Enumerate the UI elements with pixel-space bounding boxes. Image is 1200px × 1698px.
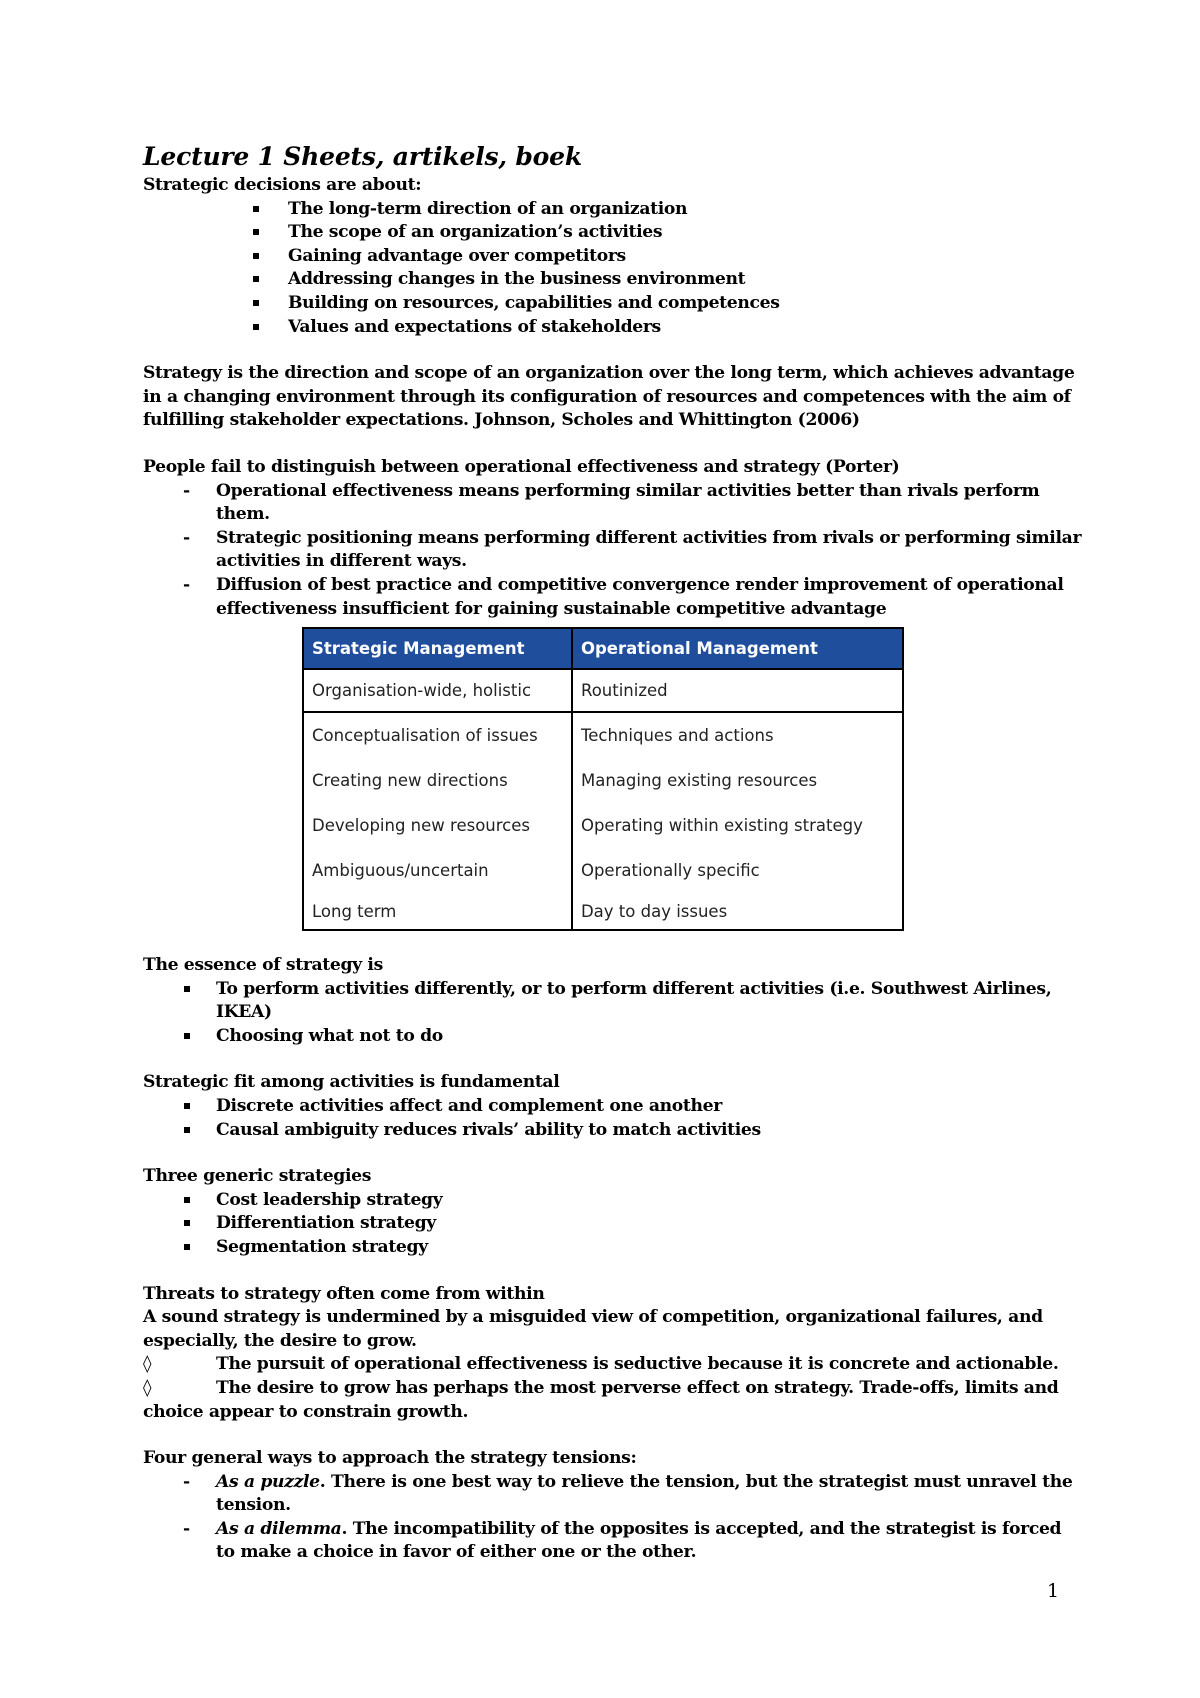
table-cell: Conceptualisation of issues [303, 712, 572, 758]
list-item [143, 978, 1083, 1025]
list-item-text: The pursuit of operational effectiveness is seductive because it is concrete and actionable. [216, 1354, 1059, 1375]
list-item [143, 1119, 1083, 1143]
square-bullet-icon [253, 324, 259, 330]
square-bullet-icon [253, 300, 259, 306]
list-item-text: . The incompatibility of the opposites is accepted, and the strategist is forced to make a choice in favor of either one or the other. [216, 1518, 1062, 1563]
bullet-list [143, 1189, 1083, 1260]
dash-list [143, 1471, 1083, 1565]
section-heading: People fail to distinguish between operational effectiveness and strategy (Porter) [143, 456, 900, 477]
list-item [143, 574, 1083, 621]
management-comparison-table [302, 627, 904, 931]
list-item [143, 1025, 1083, 1049]
list-item [143, 1189, 1083, 1213]
list-item-text: The scope of an organization’s activities [288, 222, 663, 243]
table-row [303, 893, 903, 930]
square-bullet-icon [184, 1220, 190, 1226]
list-item [143, 316, 1083, 340]
list-item [143, 245, 1083, 269]
list-item-text: Operational effectiveness means performing similar activities better than rivals perform them. [216, 480, 1040, 525]
item-label: As a puzzle [216, 1471, 320, 1492]
square-bullet-icon [184, 1103, 190, 1109]
header-strategic: Strategic Management [303, 628, 572, 669]
list-item-text: Diffusion of best practice and competitive convergence render improvement of operational effectiveness insufficient for gaining sustainable competitive advantage [216, 574, 1064, 619]
list-item [143, 480, 1083, 527]
square-bullet-icon [184, 1127, 190, 1133]
section-heading: The essence of strategy is [143, 955, 383, 975]
table-row [303, 712, 903, 758]
list-item-text: . There is one best way to relieve the tension, but the strategist must unravel the tension. [216, 1471, 1073, 1516]
square-bullet-icon [184, 1033, 190, 1039]
list-item-text: Discrete activities affect and complement one another [216, 1095, 722, 1116]
diamond-bullet-icon: ◊ [143, 1377, 152, 1398]
list-item-text: The desire to grow has perhaps the most perverse effect on strategy. Trade-offs, limits and choice appear to constrain growth. [143, 1377, 1059, 1422]
table-cell: Routinized [572, 669, 903, 712]
section-heading: Strategic decisions are about: [143, 175, 422, 195]
list-item [143, 1518, 1083, 1565]
dash-bullet: - [183, 1518, 190, 1539]
table-cell: Ambiguous/uncertain [303, 848, 572, 893]
list-item [143, 198, 1083, 222]
page-number: 1 [1047, 1580, 1060, 1602]
diamond-item [143, 1377, 1083, 1424]
list-item-text: Gaining advantage over competitors [288, 245, 626, 266]
list-item-text: Values and expectations of stakeholders [288, 316, 661, 337]
diamond-bullet-icon: ◊ [143, 1354, 152, 1375]
page-content [143, 140, 1083, 621]
table-cell: Managing existing resources [580, 771, 818, 790]
table-cell: Operationally specific [580, 861, 760, 880]
square-bullet-icon [184, 1244, 190, 1250]
dash-bullet: - [183, 574, 190, 595]
list-item [143, 268, 1083, 292]
table-row [303, 848, 903, 893]
list-item-text: Addressing changes in the business environment [288, 269, 746, 290]
table-cell: Developing new resources [303, 803, 572, 848]
table-row [303, 669, 903, 712]
square-bullet-icon [253, 229, 259, 235]
strategy-definition: Strategy is the direction and scope of an organization over the long term, which achieves advantage in a changing environment through its configuration of resources and competences with the aim of fulfilling stakeholder expectations. Johnson, Scholes and Whittington (2006) [143, 363, 1075, 431]
list-item-text: Segmentation strategy [216, 1236, 428, 1257]
dash-list [143, 480, 1083, 622]
dash-bullet: - [183, 480, 190, 501]
table-cell: Creating new directions [303, 758, 572, 803]
bullet-list [143, 198, 1083, 340]
list-item [143, 1212, 1083, 1236]
list-item-text: Cost leadership strategy [216, 1189, 443, 1210]
table-cell: Techniques and actions [580, 726, 774, 745]
table-cell: Organisation-wide, holistic [303, 669, 572, 712]
list-item-text: Strategic positioning means performing different activities from rivals or performing similar activities in different ways. [216, 527, 1082, 572]
diamond-item [143, 1353, 1083, 1377]
list-item-text: Differentiation strategy [216, 1213, 436, 1234]
list-item-text: The long-term direction of an organization [288, 198, 688, 219]
section-heading: Four general ways to approach the strategy tensions: [143, 1448, 637, 1469]
bullet-list [143, 1095, 1083, 1142]
list-item [143, 1095, 1083, 1119]
table-row [303, 803, 903, 848]
list-item [143, 1236, 1083, 1260]
list-item-text: Choosing what not to do [216, 1025, 443, 1046]
square-bullet-icon [184, 1197, 190, 1203]
list-item [143, 292, 1083, 316]
header-operational: Operational Management [572, 628, 903, 669]
table-cell: Operating within existing strategy [580, 816, 863, 835]
list-item [143, 221, 1083, 245]
table-row [303, 758, 903, 803]
square-bullet-icon [253, 253, 259, 259]
section-heading: Three generic strategies [143, 1166, 372, 1187]
dash-bullet: - [183, 1471, 190, 1492]
table-header-row [303, 628, 903, 669]
section-heading: Strategic fit among activities is fundamental [143, 1072, 560, 1093]
section-heading: Threats to strategy often come from within [143, 1283, 545, 1304]
square-bullet-icon [184, 986, 190, 992]
table-cell: Long term [303, 893, 572, 930]
list-item-text: To perform activities differently, or to perform different activities (i.e. Southwest Airlines, IKEA) [216, 978, 1052, 1023]
bullet-list [143, 978, 1083, 1049]
list-item [143, 1471, 1083, 1518]
list-item-text: Causal ambiguity reduces rivals’ ability to match activities [216, 1119, 761, 1140]
square-bullet-icon [253, 276, 259, 282]
table-cell: Day to day issues [580, 901, 728, 921]
document-title: Lecture 1 Sheets, artikels, boek [143, 142, 582, 171]
list-item [143, 527, 1083, 574]
page-content-lower [143, 954, 1083, 1565]
dash-bullet: - [183, 527, 190, 548]
threats-paragraph: A sound strategy is undermined by a misguided view of competition, organizational failures, and especially, the desire to grow. [143, 1307, 1043, 1351]
section-strategic-decisions [143, 174, 1083, 621]
square-bullet-icon [253, 206, 259, 212]
item-label: As a dilemma [216, 1518, 342, 1539]
list-item-text: Building on resources, capabilities and competences [288, 292, 780, 313]
